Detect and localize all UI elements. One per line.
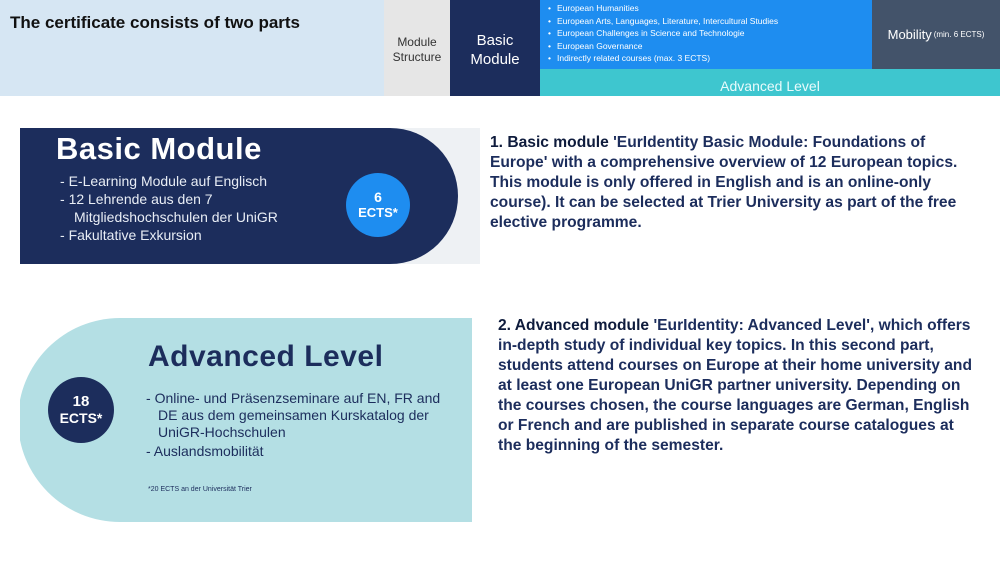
basic-card-item: - E-Learning Module auf Englisch xyxy=(60,172,304,190)
basic-card-title: Basic Module xyxy=(56,131,262,166)
advanced-card-note: *20 ECTS an der Universität Trier xyxy=(148,486,252,493)
advanced-module-description xyxy=(498,316,978,456)
description-heading: Basic module xyxy=(507,134,609,151)
topic-item: • European Governance xyxy=(548,40,872,53)
mobility-note: (min. 6 ECTS) xyxy=(933,30,985,39)
advanced-card-item: - Auslandsmobilität xyxy=(146,443,458,460)
description-number: 1. xyxy=(490,134,504,151)
topics-list xyxy=(540,0,872,65)
topic-item: • European Humanities xyxy=(548,2,872,15)
advanced-ects-unit: ECTS* xyxy=(59,410,103,426)
advanced-level-bar: Advanced Level xyxy=(540,69,1000,96)
basic-ects-badge xyxy=(346,173,410,237)
topic-item: • European Arts, Languages, Literature, Intercultural Studies xyxy=(548,15,872,28)
description-text: 'EurIdentity Basic Module: Foundations of Europe' with a comprehensive overview of 12 European topics. This module is only offered in English and is an online-only course). It can be selected at Trier University as part of the free elective programme. xyxy=(490,134,958,231)
basic-card-list xyxy=(60,172,304,244)
advanced-card-item: - Online- und Präsenzseminare auf EN, FR and DE aus dem gemeinsamen Kurskatalog der UniGR-Hochschulen xyxy=(146,390,458,441)
basic-module-description xyxy=(490,133,985,233)
basic-module-card xyxy=(20,128,480,264)
description-heading: Advanced module xyxy=(514,317,650,334)
topic-item: • Indirectly related courses (max. 3 ECTS) xyxy=(548,52,872,65)
advanced-ects-number: 18 xyxy=(72,393,90,410)
description-text: 'EurIdentity: Advanced Level', which offers in-depth study of individual key topics. In this second part, students attend courses on Europe at their home university and at least one European UniGR partner university. Depending on the courses chosen, the course languages are German, English or French and are published in separate course catalogues at the beginning of the semester. xyxy=(498,317,972,454)
topic-item: • European Challenges in Science and Technologie xyxy=(548,27,872,40)
mobility-label: Mobility xyxy=(887,27,932,42)
mobility-cell xyxy=(872,0,1000,69)
advanced-card-list xyxy=(146,390,458,462)
advanced-card-title: Advanced Level xyxy=(148,340,384,373)
basic-card-item: - 12 Lehrende aus den 7 Mitgliedshochschulen der UniGR xyxy=(60,190,304,226)
header-title-area xyxy=(0,0,384,96)
advanced-level-card xyxy=(20,318,472,522)
advanced-ects-badge xyxy=(48,377,114,443)
basic-ects-unit: ECTS* xyxy=(358,205,398,220)
basic-ects-number: 6 xyxy=(374,189,382,205)
description-number: 2. xyxy=(498,317,512,334)
basic-module-cell: Basic Module xyxy=(450,0,540,96)
page-title: The certificate consists of two parts xyxy=(10,13,301,32)
module-structure-cell: Module Structure xyxy=(384,0,450,96)
basic-card-item: - Fakultative Exkursion xyxy=(60,226,304,244)
topics-cell xyxy=(540,0,872,69)
